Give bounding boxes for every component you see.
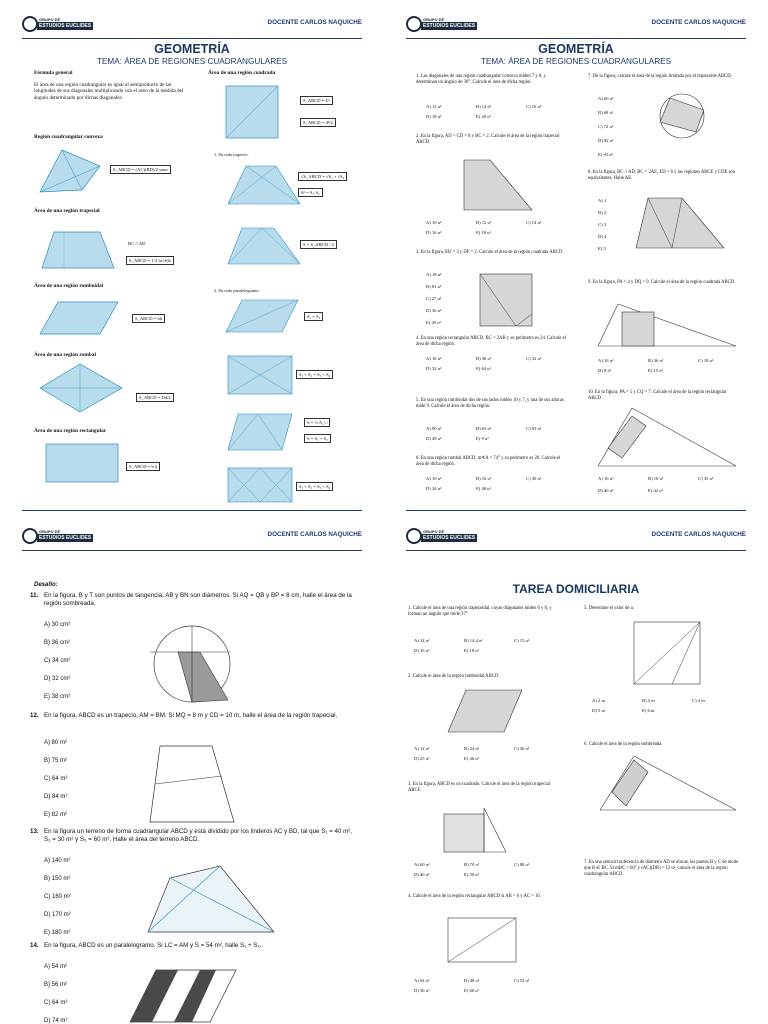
task-7: 7. En una semicircunferencia de diámetro AD se ubican los puntos B y C de modo que B ∈ BC. Si mBC = 60° y (AC)(DB) = 12 u², calcule el área de la región cuadrangular ABCD. xyxy=(584,860,739,877)
romboidal-formula: S_ABCD = bh xyxy=(132,314,165,323)
page-3: GRUPO DE ESTUDIOS EUCLIDES DOCENTE CARLOS NAQUICHE Desafío: 11. En la figura, B y T son puntos de tangencia, AB y BN son diámetros. Si AQ = QB y BP = 8 cm, halle el área de la región sombreada. A) 30 cm² B) 36 cm² C) 34 cm² D) 32 cm² E) 38 cm² 12. En la figura, ABCD es un trapecio, AM = BM. Si MQ = 8 m y CD = 10 m, halle el área de la región trapecial. A) 80 m² B) 75 m² C) 64 m² D) 84 m² E) 82 m² 13. En la figura un terreno de forma cuadrangular ABCD y está dividido por los linderos AC y BD, tal que S₁ = 40 m², S₂ = 30 m² y S₃ = 60 m². Halle el área del terreno ABCD. A) 140 m² B) 150 m² C) 160 m² D) 170 m² E) 180 m² 14. En la figura, ABCD es un paralelogramo. Si LC = AM y S = 54 m², halle S₁ + S₂. A) 54 m² B) 56 m² C) 64 m² D) 74 m² xyxy=(0,512,384,1024)
t2-option-e: E) 46 u² xyxy=(464,756,479,761)
t3-option-d: D) 40 u² xyxy=(414,872,430,877)
section-rectangular: Área de una región rectangular xyxy=(34,428,107,434)
t5-option-a: A) 2 m xyxy=(592,698,606,703)
paralelogramo-1 xyxy=(226,300,300,334)
question-8: 8. En la figura, BC // AD, BC = 2AE, ED = 6 y las regiones ABCE y CDE son equivalentes. Halle AE. xyxy=(588,170,736,181)
t3-figure xyxy=(444,806,514,854)
page-1 xyxy=(0,0,384,512)
t2-figure xyxy=(448,688,524,734)
docente-name: DOCENTE CARLOS NAQUICHE xyxy=(267,19,362,26)
t1-option-d: D) 16 u² xyxy=(414,648,430,653)
note-1: 1. En todo trapecio: xyxy=(214,152,249,157)
q6-option-e: E) 48 u² xyxy=(476,486,491,491)
q12-option-e: E) 82 m² xyxy=(44,812,68,818)
q3-option-e: E) 45 u² xyxy=(426,320,441,325)
q6-option-a: A) 10 u² xyxy=(426,476,442,481)
tarea-title: TAREA DOMICILIARIA xyxy=(512,582,640,596)
t4-option-c: C) 52 u² xyxy=(514,978,530,983)
q5-option-b: B) 63 u² xyxy=(476,426,492,431)
question-5: 5. En una región romboidal dos de sus lados miden 10 y 7, y una de sus alturas mide 9. Calcule el área de dicha región. xyxy=(416,398,564,409)
task-5: 5. Determine el valor de a. xyxy=(584,606,634,611)
rombal-formula: S_ABCD = Dd/2 xyxy=(136,393,174,402)
q13-option-c: C) 160 m² xyxy=(44,894,71,900)
convexa-formula: S_ABCD = (AC)(BD)/2 senα xyxy=(110,165,171,174)
q11-figure xyxy=(148,616,248,706)
q11-option-b: B) 36 cm² xyxy=(44,640,71,646)
t1-option-e: E) 18 u² xyxy=(464,648,479,653)
q14-option-d: D) 74 m² xyxy=(44,1018,68,1024)
question-1: 1. Las diagonales de una región cuadrangular convexa miden 7 y 8, y determinan un ángulo de 30°. Calcule el área de dicha región. xyxy=(416,74,546,85)
t4-option-d: D) 36 u² xyxy=(414,988,430,993)
q4-option-b: B) 36 u² xyxy=(476,356,492,361)
section-convexa: Región cuadrangular convexa xyxy=(34,134,103,140)
logo: GRUPO DE ESTUDIOS EUCLIDES xyxy=(22,528,96,550)
rectangular-formula: S_ABCD = b h xyxy=(126,462,160,471)
q2-option-a: A) 10 u² xyxy=(426,220,442,225)
q1-option-d: D) 18 u² xyxy=(426,114,442,119)
question-13: En la figura un terreno de forma cuadrangular ABCD y está dividido por los linderos AC y BD, tal que S₁ = 40 m², S₂ = 30 m² y S₃ = 60 m². Halle el área del terreno ABCD. xyxy=(44,828,353,843)
q13-figure xyxy=(148,862,278,934)
q5-option-c: C) 81 u² xyxy=(526,426,542,431)
page-title: GEOMETRÍA xyxy=(154,42,230,56)
q1-option-e: E) 20 u² xyxy=(476,114,491,119)
rectangular-figure xyxy=(46,444,120,484)
task-3: 3. En la figura, ABCD es un cuadrado. Calcule el área de la región trapecial ABCF. xyxy=(408,782,551,793)
q4-option-c: C) 32 u² xyxy=(526,356,542,361)
task-4: 4. Calcule el área de la región rectangular ABCD si AB = 6 y AC = 10. xyxy=(408,894,541,899)
note1-f2: S² = S₁·S₂ xyxy=(298,188,323,197)
docente-name: DOCENTE CARLOS NAQUICHE xyxy=(651,19,746,26)
q4-option-e: E) 64 u² xyxy=(476,366,491,371)
q7-option-c: C) 72 u² xyxy=(598,124,614,129)
q8-option-d: D) 4 xyxy=(598,234,607,239)
t5-option-c: C) 4 m xyxy=(692,698,705,703)
question-10: 10. En la figura, PA = 5 y CQ = 7. Calcule el área de la región rectangular ABCD. xyxy=(588,390,727,401)
paralelogramo-2 xyxy=(228,356,294,396)
trapecio-note-figure xyxy=(228,164,302,206)
t1-option-c: C) 15 u² xyxy=(514,638,530,643)
t2-option-a: A) 12 u² xyxy=(414,746,430,751)
q3-option-d: D) 36 u² xyxy=(426,308,442,313)
t3-option-a: A) 60 u² xyxy=(414,862,430,867)
logo: GRUPO DE ESTUDIOS EUCLIDES xyxy=(406,16,480,38)
question-6: 6. En una región rombal ABCD, m∢A = 74° y su perímetro es 20. Calcule el área de dicha región. xyxy=(416,456,561,467)
q11-option-d: D) 32 cm² xyxy=(44,676,71,682)
q12-option-d: D) 84 m² xyxy=(44,794,68,800)
q12-option-a: A) 80 m² xyxy=(44,740,68,746)
task-6: 6. Calcule el área de la región sombreada. xyxy=(584,742,663,747)
trapecial-f2: S_ABCD = 1/2 (a+b)h xyxy=(126,256,174,265)
q7-option-d: D) 82 u² xyxy=(598,138,614,143)
q9-option-b: B) 36 u² xyxy=(648,358,664,363)
q3-option-c: C) 27 u² xyxy=(426,296,442,301)
q1-option-b: B) 14 u² xyxy=(476,104,492,109)
t5-option-d: D) 5 m xyxy=(592,708,606,713)
q5-option-a: A) 90 u² xyxy=(426,426,442,431)
t4-option-a: A) 64 u² xyxy=(414,978,430,983)
q12-option-b: B) 75 m² xyxy=(44,758,68,764)
t4-figure xyxy=(448,916,520,964)
q1-option-c: C) 16 u² xyxy=(526,104,542,109)
q13-option-a: A) 140 m² xyxy=(44,858,71,864)
t3-option-e: E) 50 u² xyxy=(464,872,479,877)
q12-option-c: C) 64 m² xyxy=(44,776,68,782)
question-12: En la figura, ABCD es un trapecio, AM = BM. Si MQ = 8 m y CD = 10 m, halle el área de la región trapecial. xyxy=(44,712,338,719)
docente-name: DOCENTE CARLOS NAQUICHE xyxy=(267,531,362,538)
note2-f1: S₁ = S₂ xyxy=(304,312,323,321)
q10-option-a: A) 16 u² xyxy=(598,476,614,481)
formula-text: El área de una región cuadrangular es igual al semiproducto de las longitudes de sus diagonales multiplicando con el seno de la medida del ángulo determinado por dichas diagonales. xyxy=(34,82,184,101)
section-cuadrada: Área de una región cuadrada xyxy=(208,70,276,76)
q10-option-b: B) 10 u² xyxy=(648,476,664,481)
q14-option-b: B) 56 m² xyxy=(44,982,68,988)
q9-option-d: D) 8 u² xyxy=(598,368,612,373)
q9-option-c: C) 18 u² xyxy=(698,358,714,363)
q7-figure xyxy=(644,92,724,142)
q14-figure xyxy=(130,968,240,1024)
q5-option-e: E) 9 u² xyxy=(476,436,489,441)
q8-option-c: C) 3 xyxy=(598,222,607,227)
q10-figure xyxy=(598,404,738,468)
note-2: 2. En todo paralelogramo: xyxy=(214,288,260,293)
q9-option-e: E) 15 u² xyxy=(648,368,663,373)
q6-option-c: C) 30 u² xyxy=(526,476,542,481)
q6-option-d: D) 24 u² xyxy=(426,486,442,491)
question-3: 3. En la figura, ED = 3 y DF = 2. Calcule el área de la región cuadrada ABCD. xyxy=(416,250,564,255)
page-subtitle: TEMA: ÁREA DE REGIONES CUADRANGULARES xyxy=(96,57,288,66)
cuadrada-f2: S_ABCD = d²/2 xyxy=(300,118,336,127)
q6-option-b: B) 16 u² xyxy=(476,476,492,481)
t3-option-c: C) 88 u² xyxy=(514,862,530,867)
t2-option-d: D) 25 u² xyxy=(414,756,430,761)
t1-option-a: A) 14 u² xyxy=(414,638,430,643)
section-rombal: Área de una región rombal xyxy=(34,352,96,358)
q4-option-d: D) 32 u² xyxy=(426,366,442,371)
t5-figure xyxy=(632,620,706,688)
convexa-figure xyxy=(38,144,108,196)
q3-option-a: A) 18 u² xyxy=(426,272,442,277)
note2-f2: S₁ + S₂ = S₃ + S₄ xyxy=(296,370,333,379)
section-formula-general: Fórmula general xyxy=(34,70,73,76)
section-romboidal: Área de una región romboidal xyxy=(34,283,104,289)
trapecio-note-figure-2 xyxy=(228,226,302,266)
logo: GRUPO DE ESTUDIOS EUCLIDES xyxy=(406,528,480,550)
q10-option-e: E) 42 u² xyxy=(648,488,663,493)
romboidal-figure xyxy=(40,298,120,338)
note1-f1: √S_ABCD = √S₁ + √S₂ xyxy=(298,172,347,181)
q2-figure xyxy=(464,156,534,212)
q3-figure xyxy=(480,272,540,328)
q7-option-a: A) 60 u² xyxy=(598,96,614,101)
t4-option-b: B) 48 u² xyxy=(464,978,480,983)
q11-option-e: E) 38 cm² xyxy=(44,694,71,700)
q2-option-c: C) 14 u² xyxy=(526,220,542,225)
q8-option-a: A) 1 xyxy=(598,198,607,203)
question-7: 7. De la figura, calcule el área de la región limitada por el trapezoide ABCD. xyxy=(588,74,732,79)
page-2 xyxy=(384,0,768,512)
question-9: 9. En la figura, PA = 4 y DQ = 9. Calcule el área de la región cuadrada ABCD. xyxy=(588,280,736,285)
task-1: 1. Calcule el área de una región trapezoidal, cuyas diagonales miden 6 y 8, y forman un ángulo que mide 37°. xyxy=(408,606,552,617)
q3-option-b: B) 81 u² xyxy=(426,284,442,289)
question-2: 2. En la figura, AD = CD = 8 y BC = 2. Calcule el área de la región trapecial ABCD. xyxy=(416,134,560,145)
page-subtitle: TEMA: ÁREA DE REGIONES CUADRANGULARES xyxy=(480,57,672,66)
t5-option-e: E) 6 m xyxy=(642,708,655,713)
t2-option-c: C) 36 u² xyxy=(514,746,530,751)
trapecial-figure xyxy=(42,226,116,270)
q1-option-a: A) 12 u² xyxy=(426,104,442,109)
note2-f5: S₁ + S₂ = S₃ + S₄ xyxy=(296,482,333,491)
t2-option-b: B) 24 u² xyxy=(464,746,480,751)
rombal-figure xyxy=(40,364,124,414)
logo: GRUPO DE ESTUDIOS EUCLIDES xyxy=(22,16,96,38)
q11-option-a: A) 30 cm² xyxy=(44,622,71,628)
q13-option-b: B) 150 m² xyxy=(44,876,71,882)
t1-option-b: B) 14,4 u² xyxy=(464,638,483,643)
q13-option-d: D) 170 m² xyxy=(44,912,71,918)
q8-figure xyxy=(636,194,726,250)
note2-f3: S = ½ A_□ xyxy=(304,418,330,427)
task-2: 2. Calcule el área de la región romboidal ABCD. xyxy=(408,674,500,679)
note2-f4: S = S₁ + S₂ xyxy=(304,434,331,443)
q7-option-e: E) 92 u² xyxy=(598,152,613,157)
q2-option-e: E) 18 u² xyxy=(476,230,491,235)
question-11: En la figura, B y T son puntos de tangencia, AB y BN son diámetros. Si AQ = QB y BP = 8 cm, halle el área de la región sombreada. xyxy=(44,592,352,607)
docente-name: DOCENTE CARLOS NAQUICHE xyxy=(651,531,746,538)
q8-option-e: E) 5 xyxy=(598,246,606,251)
t3-option-b: B) 70 u² xyxy=(464,862,480,867)
q4-option-a: A) 16 u² xyxy=(426,356,442,361)
q10-option-d: D) 40 u² xyxy=(598,488,614,493)
t6-figure xyxy=(598,752,738,814)
trapecial-f1: BC // AD xyxy=(128,241,146,246)
paralelogramo-4 xyxy=(228,468,294,504)
q7-option-b: B) 68 u² xyxy=(598,110,614,115)
q2-option-d: D) 16 u² xyxy=(426,230,442,235)
desafio-label: Desafío: xyxy=(34,582,58,588)
note1-f3: S = S_ABCD / 2 xyxy=(300,240,337,249)
q9-figure xyxy=(598,300,738,352)
q8-option-b: B) 2 xyxy=(598,210,607,215)
header xyxy=(22,16,362,36)
q2-option-b: B) 12 u² xyxy=(476,220,492,225)
q12-figure xyxy=(150,740,240,824)
t5-option-b: B) 3 m xyxy=(642,698,655,703)
t4-option-e: E) 60 u² xyxy=(464,988,479,993)
q14-option-c: C) 64 m² xyxy=(44,1000,68,1006)
page-4 xyxy=(384,512,768,1024)
section-trapecial: Área de una región trapecial xyxy=(34,208,100,214)
question-4: 4. En una región rectangular ABCD, BC = 2AB y su perímetro es 24. Calcule el área de dicha región. xyxy=(416,336,567,347)
q11-option-c: C) 34 cm² xyxy=(44,658,71,664)
q13-option-e: E) 180 m² xyxy=(44,930,71,936)
paralelogramo-3 xyxy=(228,414,294,452)
page-title: GEOMETRÍA xyxy=(538,42,614,56)
q5-option-d: D) 49 u² xyxy=(426,436,442,441)
cuadrada-f1: S_ABCD = L² xyxy=(300,96,333,105)
q14-option-a: A) 54 m² xyxy=(44,964,68,970)
cuadrada-figure xyxy=(226,86,282,142)
q9-option-a: A) 16 u² xyxy=(598,358,614,363)
question-14: En la figura, ABCD es un paralelogramo. Si LC = AM y S = 54 m², halle S₁ + S₂. xyxy=(44,942,262,949)
q10-option-c: C) 35 u² xyxy=(698,476,714,481)
